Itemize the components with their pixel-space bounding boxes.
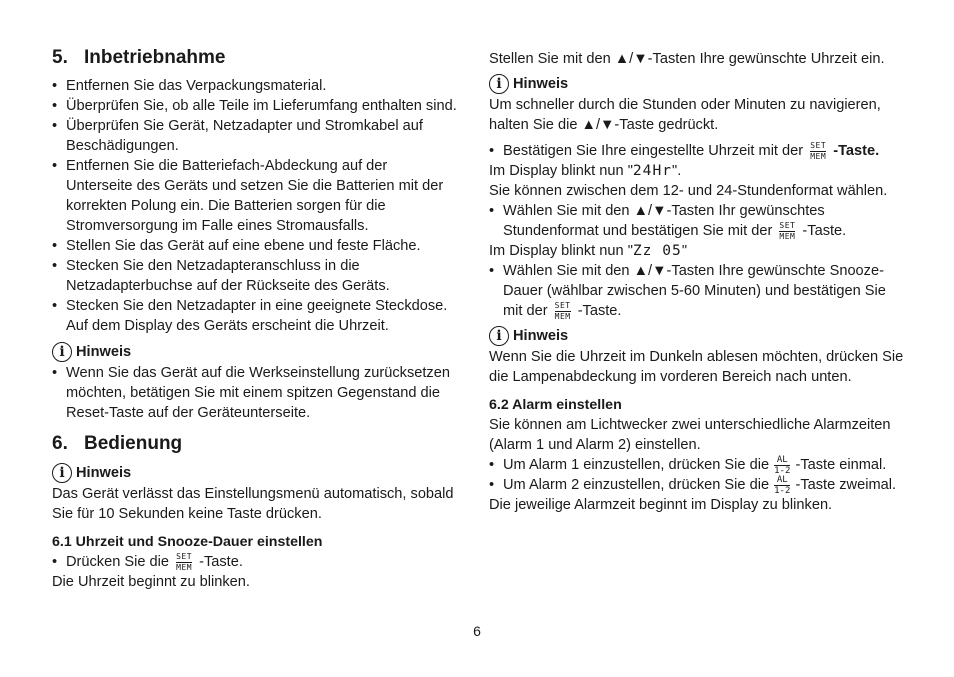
set-mem-button-icon: SET MEM — [554, 300, 571, 321]
list — [489, 455, 907, 495]
list-item: • Stellen Sie das Gerät auf eine ebene und feste Fläche. — [52, 236, 457, 256]
paragraph: Stellen Sie mit den ▲/▼-Tasten Ihre gewünschte Uhrzeit ein. — [489, 51, 885, 67]
list — [489, 261, 907, 321]
display-line: Im Display blinkt nun "Zz 05" — [489, 242, 688, 259]
list-item: • Wählen Sie mit den ▲/▼-Tasten Ihre gewünschte Snooze-Dauer (wählbar zwischen 5-60 Minuten) und bestätigen Sie mit der SET MEM -Taste. — [489, 261, 907, 321]
info-icon: i — [489, 326, 509, 346]
subsection-6-1-heading: 6.1 Uhrzeit und Snooze-Dauer einstellen — [52, 534, 323, 550]
list-item: • Drücken Sie die SET MEM -Taste. — [52, 552, 457, 572]
right-column — [489, 49, 907, 515]
paragraph: Sie können zwischen dem 12- und 24-Stundenformat wählen. — [489, 183, 888, 199]
note-text: Wenn Sie die Uhrzeit im Dunkeln ablesen möchten, drücken Sie die Lampenabdeckung im vorderen Bereich nach unten. — [489, 349, 904, 385]
left-column — [52, 46, 457, 592]
lcd-text: Zz 05 — [632, 242, 682, 259]
list — [489, 201, 907, 241]
note-heading: i Hinweis — [52, 341, 457, 363]
set-mem-button-icon: SET MEM — [810, 140, 827, 161]
list-item: • Wenn Sie das Gerät auf die Werkseinstellung zurücksetzen möchten, betätigen Sie mit einem spitzen Gegenstand die Reset-Taste auf der Geräteunterseite. — [52, 363, 457, 423]
note-heading: i Hinweis — [52, 462, 457, 484]
subsection-6-2-heading: 6.2 Alarm einstellen — [489, 397, 622, 413]
alarm-button-icon: $\frac{AL}{1-2}$ — [774, 474, 791, 496]
info-icon: i — [489, 74, 509, 94]
info-icon: i — [52, 463, 72, 483]
list-item: • Bestätigen Sie Ihre eingestellte Uhrzeit mit der SET MEM -Taste. — [489, 141, 907, 161]
subsection-6-1-list — [52, 552, 457, 572]
list — [489, 141, 907, 161]
note-heading: i Hinweis — [489, 73, 907, 95]
list-item: • Entfernen Sie das Verpackungsmaterial. — [52, 76, 457, 96]
list-item: • Stecken Sie den Netzadapteranschluss in die Netzadapterbuchse auf der Rückseite des Geräts. — [52, 256, 457, 296]
section-6-heading: 6. Bedienung — [52, 433, 183, 454]
paragraph: Sie können am Lichtwecker zwei unterschiedliche Alarmzeiten (Alarm 1 und Alarm 2) einstellen. — [489, 417, 891, 453]
list-item: • Überprüfen Sie Gerät, Netzadapter und Stromkabel auf Beschädigungen. — [52, 116, 457, 156]
note-heading: i Hinweis — [489, 325, 907, 347]
section-5-heading: 5. Inbetriebnahme — [52, 47, 226, 68]
list-item: • Um Alarm 2 einzustellen, drücken Sie die $\frac{AL}{1-2}$ -Taste zweimal. — [489, 475, 907, 495]
lcd-text: 24Hr — [632, 162, 673, 179]
alarm-button-icon: $\frac{AL}{1-2}$ — [774, 454, 791, 476]
note-text: Um schneller durch die Stunden oder Minuten zu navigieren, halten Sie die ▲/▼-Taste gedrückt. — [489, 97, 881, 133]
info-icon: i — [52, 342, 72, 362]
paragraph: Die jeweilige Alarmzeit beginnt im Display zu blinken. — [489, 497, 833, 513]
list-item: • Stecken Sie den Netzadapter in eine geeignete Steckdose. Auf dem Display des Geräts erscheint die Uhrzeit. — [52, 296, 457, 336]
list-item: • Überprüfen Sie, ob alle Teile im Lieferumfang enthalten sind. — [52, 96, 457, 116]
note-text: Das Gerät verlässt das Einstellungsmenü automatisch, sobald Sie für 10 Sekunden keine Taste drücken. — [52, 486, 454, 522]
section-5-list — [52, 76, 457, 336]
list-item: • Entfernen Sie die Batteriefach-Abdeckung auf der Unterseite des Geräts und setzen Sie die Batterien mit der korrekten Polung ein. Die Batterien sorgen für die Stromversorgung im Falle eines Stromausfalls. — [52, 156, 457, 236]
set-mem-button-icon: SET MEM — [176, 551, 193, 572]
paragraph: Die Uhrzeit beginnt zu blinken. — [52, 574, 250, 590]
display-line: Im Display blinkt nun "24Hr". — [489, 162, 682, 179]
list-item: • Um Alarm 1 einzustellen, drücken Sie die $\frac{AL}{1-2}$ -Taste einmal. — [489, 455, 907, 475]
set-mem-button-icon: SET MEM — [779, 220, 796, 241]
list-item: • Wählen Sie mit den ▲/▼-Tasten Ihr gewünschtes Stundenformat und bestätigen Sie mit der SET MEM -Taste. — [489, 201, 907, 241]
page-number: 6 — [473, 623, 481, 639]
note-list — [52, 363, 457, 423]
